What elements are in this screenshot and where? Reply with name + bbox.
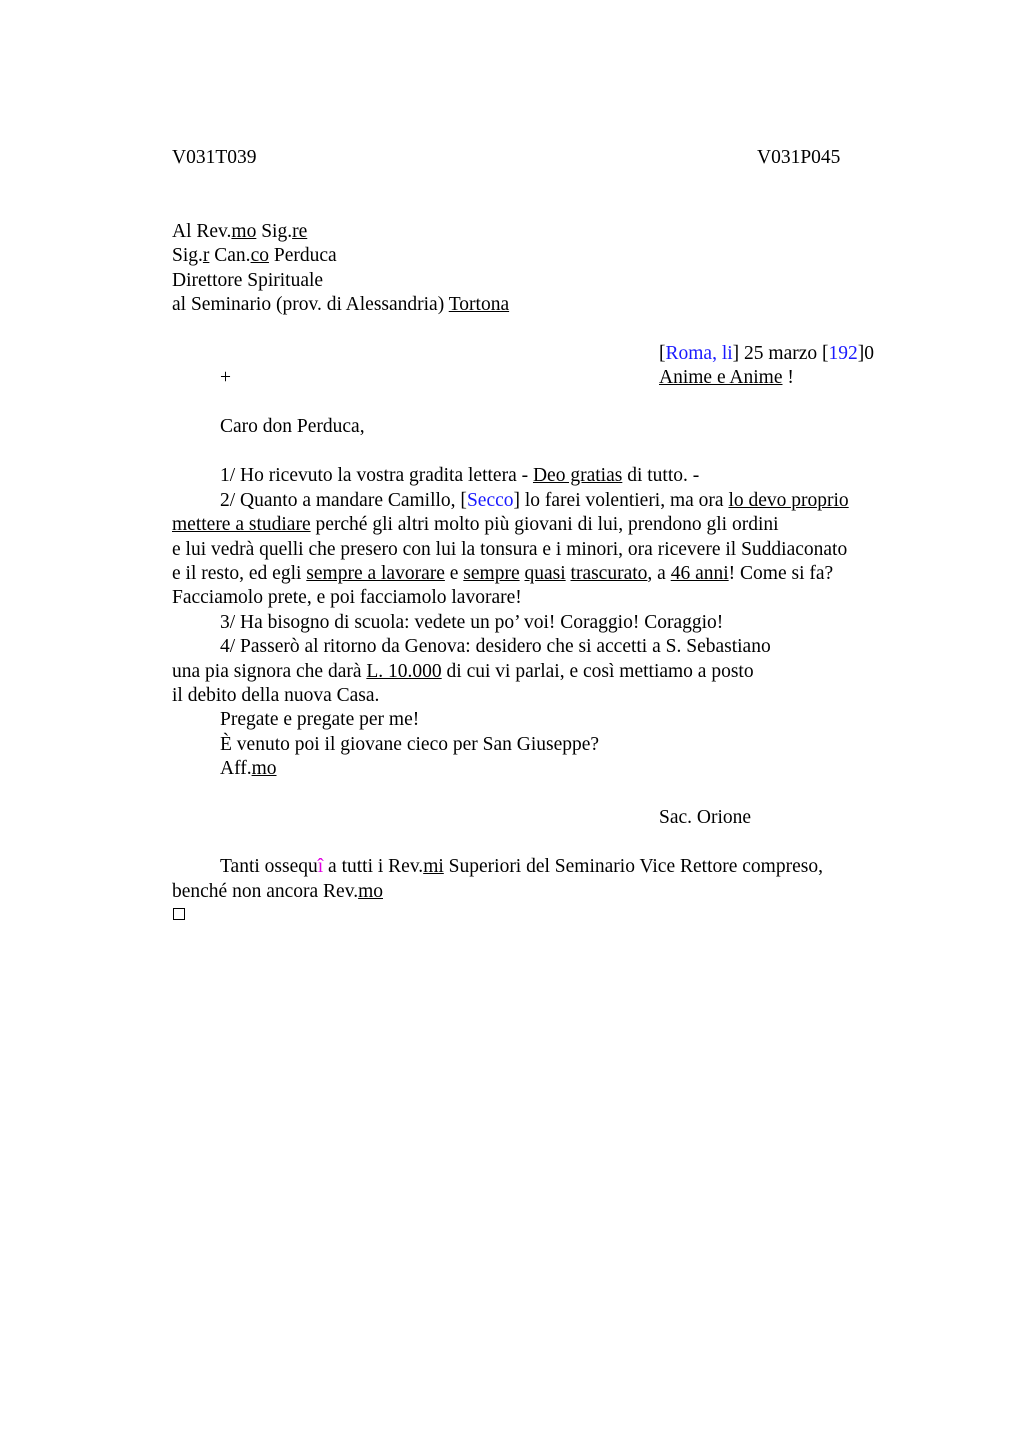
motto: Anime e Anime !	[659, 367, 794, 388]
paragraph-2-line-2: mettere a studiare perché gli altri molto più giovani di lui, prendono gli ordini	[172, 514, 779, 535]
empty-box-icon	[173, 908, 185, 920]
paragraph-4-line-3: il debito della nuova Casa.	[172, 685, 380, 706]
postscript-line-1: Tanti ossequî a tutti i Rev.mi Superiori del Seminario Vice Rettore compreso,	[220, 856, 823, 877]
paragraph-2-line-4: e il resto, ed egli sempre a lavorare e sempre quasi trascurato, a 46 anni! Come si fa?	[172, 563, 834, 584]
signature: Sac. Orione	[659, 807, 752, 828]
paragraph-4-line-1: 4/ Passerò al ritorno da Genova: desidero che si accetti a S. Sebastiano	[220, 636, 771, 657]
paragraph-2-line-5: Facciamolo prete, e poi facciamolo lavorare!	[172, 587, 522, 608]
postscript-line-2: benché non ancora Rev.mo	[172, 881, 383, 902]
paragraph-5: Pregate e pregate per me!	[220, 709, 420, 730]
paragraph-1: 1/ Ho ricevuto la vostra gradita lettera - Deo gratias di tutto. -	[220, 465, 700, 486]
address-line-1: Al Rev.mo Sig.re	[172, 221, 308, 242]
paragraph-2-line-3: e lui vedrà quelli che presero con lui la tonsura e i minori, ora ricevere il Suddiaconato	[172, 539, 848, 560]
closing: Aff.mo	[220, 758, 277, 779]
paragraph-4-line-2: una pia signora che darà L. 10.000 di cui vi parlai, e così mettiamo a posto	[172, 661, 754, 682]
address-line-3: Direttore Spirituale	[172, 270, 324, 291]
cross-symbol: +	[220, 367, 231, 388]
dateline: [Roma, li] 25 marzo [192]0	[659, 343, 875, 364]
address-line-4: al Seminario (prov. di Alessandria) Tortona	[172, 294, 510, 315]
document-code-right: V031P045	[757, 147, 841, 168]
paragraph-6: È venuto poi il giovane cieco per San Giuseppe?	[220, 734, 600, 755]
paragraph-3: 3/ Ha bisogno di scuola: vedete un po’ voi! Coraggio! Coraggio!	[220, 612, 724, 633]
salutation: Caro don Perduca,	[220, 416, 365, 437]
document-code-left: V031T039	[172, 147, 257, 168]
address-line-2: Sig.r Can.co Perduca	[172, 245, 337, 266]
paragraph-2-line-1: 2/ Quanto a mandare Camillo, [Secco] lo farei volentieri, ma ora lo devo proprio	[220, 490, 849, 511]
